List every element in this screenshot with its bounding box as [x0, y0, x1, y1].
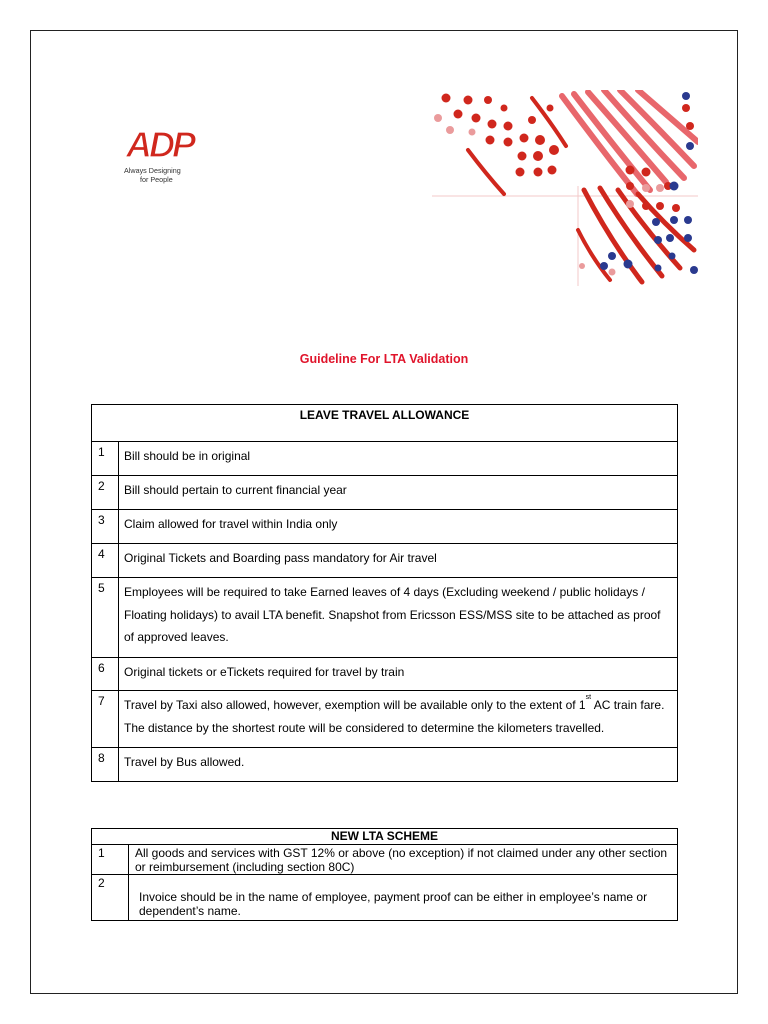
- row-number: 8: [92, 748, 119, 782]
- row-number: 2: [92, 875, 129, 921]
- table-row: [92, 691, 678, 748]
- lta-table-header: LEAVE TRAVEL ALLOWANCE: [92, 405, 678, 442]
- row-text: Travel by Bus allowed.: [119, 748, 678, 782]
- new-lta-scheme-table: [91, 828, 678, 921]
- adp-logo: [124, 126, 214, 188]
- row-text: Original tickets or eTickets required for travel by train: [119, 658, 678, 691]
- row-number: 2: [92, 476, 119, 510]
- tagline-line-1: Always Designing: [124, 166, 181, 175]
- table-row: [92, 845, 678, 875]
- adp-logo-icon: [124, 126, 204, 162]
- row-text: Invoice should be in the name of employee, payment proof can be either in employee’s name or dependent’s name.: [129, 875, 678, 921]
- row-number: 5: [92, 578, 119, 658]
- new-scheme-header-row: [92, 829, 678, 845]
- row-text: Original Tickets and Boarding pass mandatory for Air travel: [119, 544, 678, 578]
- lta-table-header-row: [92, 405, 678, 442]
- row-text: Bill should be in original: [119, 442, 678, 476]
- ordinal-superscript: st: [585, 694, 592, 701]
- row-number: 1: [92, 442, 119, 476]
- svg-text:ADP: ADP: [126, 126, 194, 162]
- row-number: 6: [92, 658, 119, 691]
- page-title: Guideline For LTA Validation: [299, 352, 469, 366]
- row-text: Bill should pertain to current financial year: [119, 476, 678, 510]
- decorative-pattern-graphic: [432, 90, 698, 286]
- row-text: Claim allowed for travel within India only: [119, 510, 678, 544]
- row-text: All goods and services with GST 12% or above (no exception) if not claimed under any other section or reimbursement (including section 80C): [129, 845, 678, 875]
- tagline-line-2: for People: [140, 175, 173, 184]
- row-number: 3: [92, 510, 119, 544]
- lta-table: [91, 404, 678, 782]
- row-text: Employees will be required to take Earned leaves of 4 days (Excluding weekend / public holidays / Floating holidays) to avail LTA benefit. Snapshot from Ericsson ESS/MSS site to be attached as proof of approved leaves.: [119, 578, 678, 658]
- table-row: [92, 748, 678, 782]
- new-scheme-header: NEW LTA SCHEME: [92, 829, 678, 845]
- table-row: [92, 476, 678, 510]
- row-number: 7: [92, 691, 119, 748]
- row-text: [119, 691, 678, 748]
- table-row: [92, 510, 678, 544]
- table-row: [92, 578, 678, 658]
- row-number: 4: [92, 544, 119, 578]
- table-row: [92, 544, 678, 578]
- table-row: [92, 658, 678, 691]
- row-number: 1: [92, 845, 129, 875]
- table-row: [92, 442, 678, 476]
- row-text-part: AC train fare. The distance by the shortest route will be considered to determine the kilometers travelled.: [124, 698, 665, 735]
- row-text-part: Travel by Taxi also allowed, however, exemption will be available only to the extent of 1: [124, 698, 586, 712]
- table-row: [92, 875, 678, 921]
- logo-tagline: [124, 166, 181, 184]
